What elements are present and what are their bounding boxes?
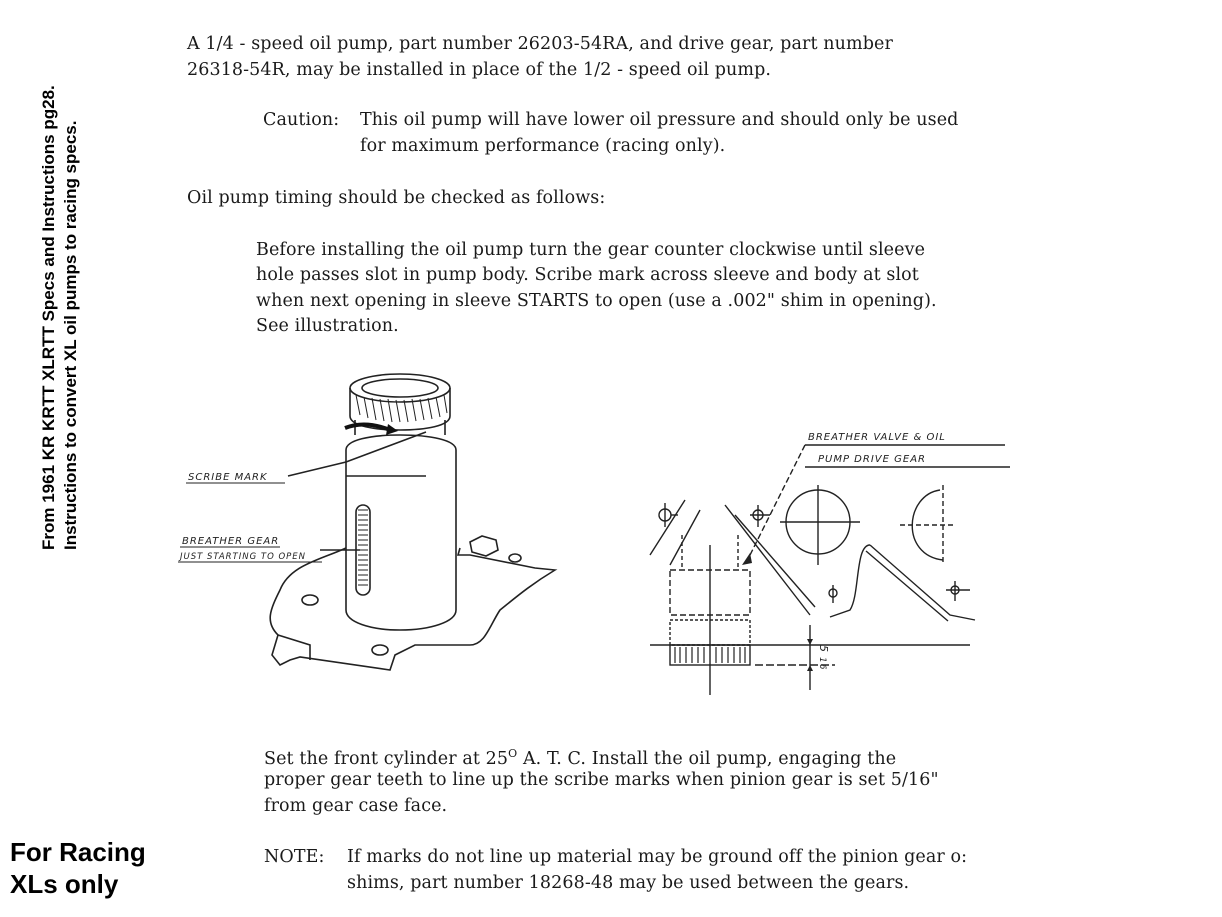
install-line-1-b: A. T. C. Install the oil pump, engaging the bbox=[517, 748, 897, 769]
side-note-line-1: From 1961 KR KRTT XLRTT Specs and Instructions pg28. bbox=[39, 85, 58, 550]
note-label: NOTE: bbox=[264, 847, 325, 867]
timing-line-3: when next opening in sleeve STARTS to open (use a .002" shim in opening). bbox=[256, 291, 937, 311]
dimension-denominator: 16 bbox=[817, 657, 827, 671]
timing-line-4: See illustration. bbox=[256, 316, 399, 336]
timing-line-1: Before installing the oil pump turn the gear counter clockwise until sleeve bbox=[256, 240, 926, 260]
racing-note-line-1: For Racing bbox=[10, 837, 146, 867]
label-breather-gear-2: JUST STARTING TO OPEN bbox=[180, 552, 307, 562]
install-line-2: proper gear teeth to line up the scribe marks when pinion gear is set 5/16" bbox=[264, 770, 939, 790]
side-note bbox=[38, 85, 82, 550]
label-breather-valve: BREATHER VALVE & OIL bbox=[808, 432, 946, 443]
side-note-line-2: Instructions to convert XL oil pumps to racing specs. bbox=[61, 120, 80, 550]
timing-line-2: hole passes slot in pump body. Scribe mark across sleeve and body at slot bbox=[256, 265, 919, 285]
caution-line-1: This oil pump will have lower oil pressure and should only be used bbox=[360, 110, 959, 130]
gear-case-illustration bbox=[630, 415, 1030, 700]
label-pump-drive-gear: PUMP DRIVE GEAR bbox=[818, 454, 926, 465]
racing-note-line-2: XLs only bbox=[10, 869, 119, 899]
degree-symbol: O bbox=[508, 747, 518, 760]
note-line-1: If marks do not line up material may be ground off the pinion gear o: bbox=[347, 847, 968, 867]
install-line-3: from gear case face. bbox=[264, 796, 448, 816]
dimension-numerator: 5 bbox=[817, 645, 830, 653]
label-scribe-mark: SCRIBE MARK bbox=[188, 472, 268, 483]
caution-label: Caution: bbox=[263, 110, 340, 130]
racing-note bbox=[10, 836, 146, 900]
note-line-2: shims, part number 18268-48 may be used between the gears. bbox=[347, 873, 910, 893]
label-breather-gear-1: BREATHER GEAR bbox=[182, 536, 280, 547]
timing-heading: Oil pump timing should be checked as follows: bbox=[187, 188, 606, 208]
intro-line-1: A 1/4 - speed oil pump, part number 26203-54RA, and drive gear, part number bbox=[187, 34, 893, 54]
oil-pump-illustration bbox=[170, 360, 590, 700]
intro-line-2: 26318-54R, may be installed in place of the 1/2 - speed oil pump. bbox=[187, 60, 772, 80]
install-line-1-a: Set the front cylinder at 25 bbox=[264, 748, 509, 769]
caution-line-2: for maximum performance (racing only). bbox=[360, 136, 726, 156]
